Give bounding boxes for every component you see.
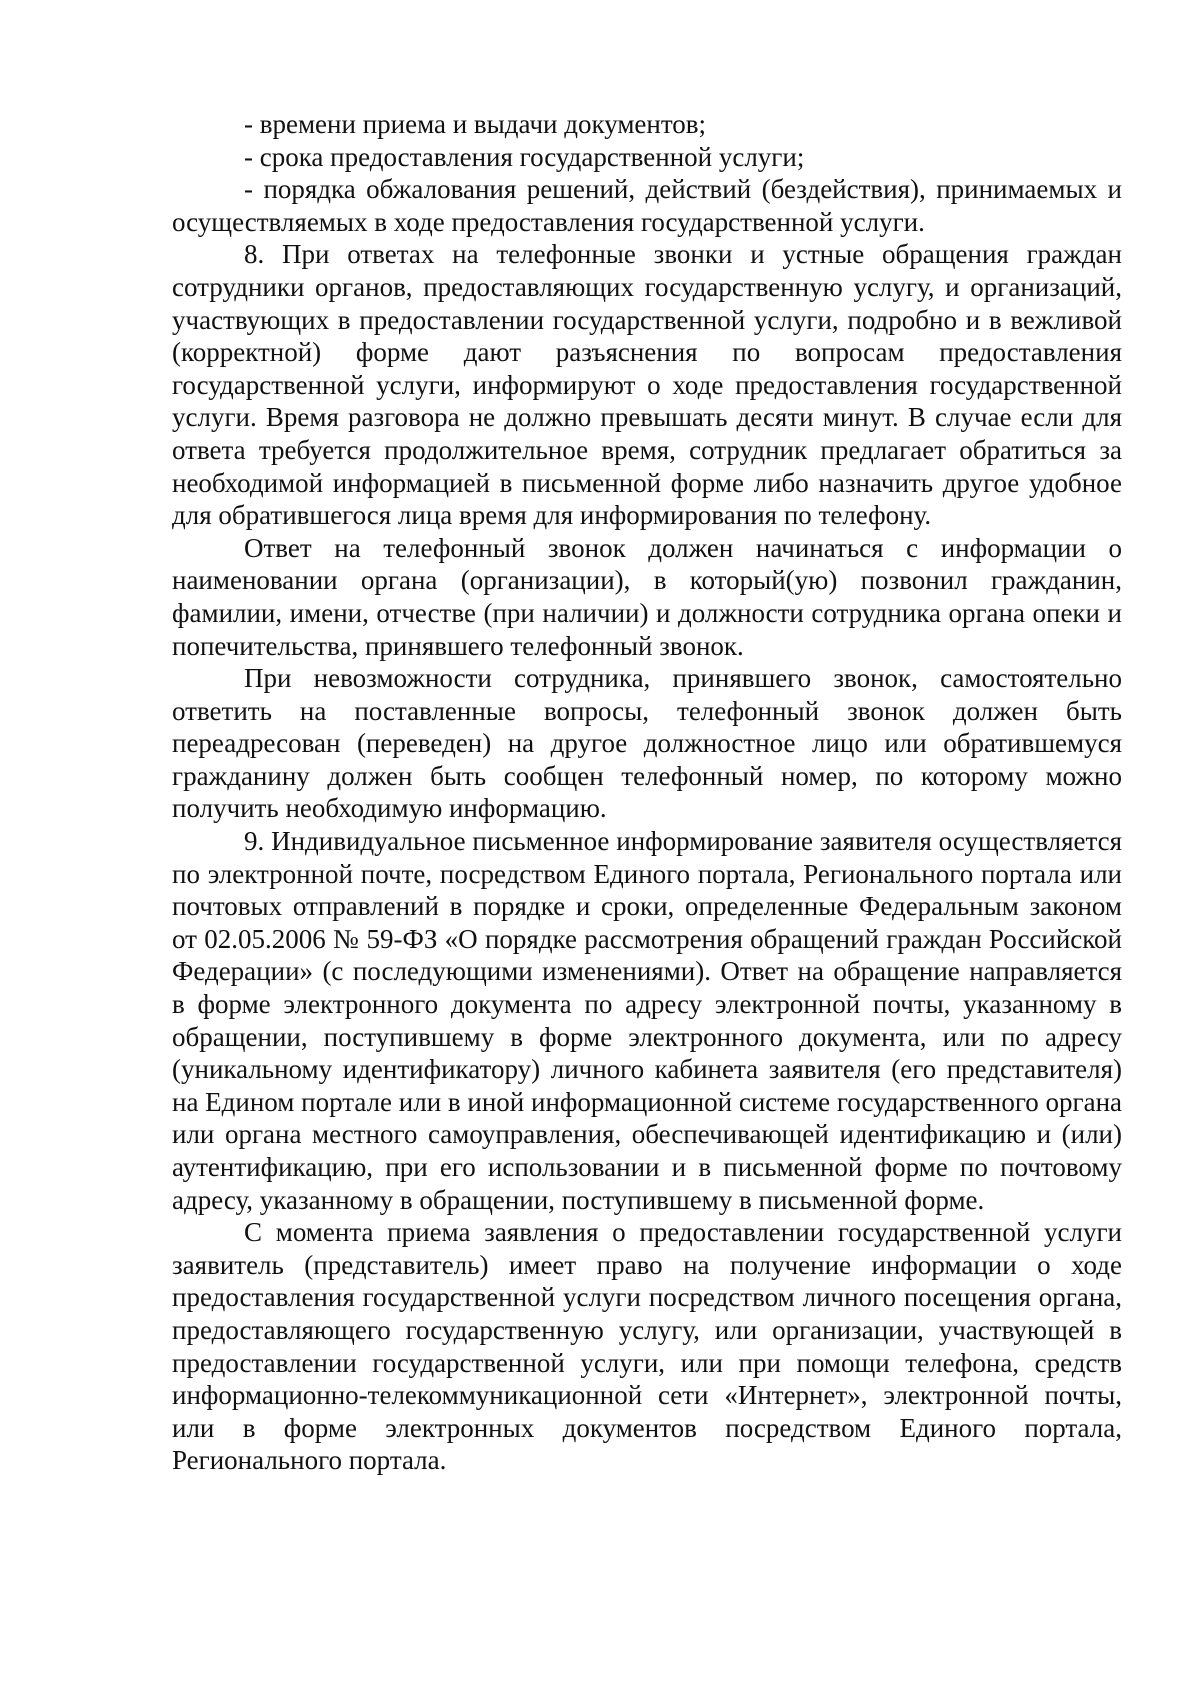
paragraph-item-appeal: - порядка обжалования решений, действий (бездействия), принимаемых и осуществляемых в ходе предоставления государственной услуги.: [172, 174, 1122, 237]
paragraph-item-term: - срока предоставления государственной услуги;: [244, 141, 805, 172]
paragraph-section-9: 9. Индивидуальное письменное информирование заявителя осуществляется по электронной почте, посредством Единого портала, Регионального портала или почтовых отправлений в порядке и сроки, определенные Федеральным законом от 02.05.2006 № 59-ФЗ «О порядке рассмотрения обращений граждан Российской Федерации» (с последующими изменениями). Ответ на обращение направляется в форме электронного документа по адресу электронной почты, указанному в обращении, поступившему в форме электронного документа, или по адресу (уникальному идентификатору) личного кабинета заявителя (его представителя) на Едином портале или в иной информационной системе государственного органа или органа местного самоуправления, обеспечивающей идентификацию и (или) аутентификацию, при его использовании и в письменной форме по почтовому адресу, указанному в обращении, поступившему в письменной форме.: [172, 826, 1123, 1215]
paragraph-section-8: 8. При ответах на телефонные звонки и устные обращения граждан сотрудники органов, предоставляющих государственную услугу, и организаций, участвующих в предоставлении государственной услуги, подробно и в вежливой (корректной) форме дают разъяснения по вопросам предоставления государственной услуги, информируют о ходе предоставления государственной услуги. Время разговора не должно превышать десяти минут. В случае если для ответа требуется продолжительное время, сотрудник предлагает обратиться за необходимой информацией в письменной форме либо назначить другое удобное для обратившегося лица время для информирования по телефону.: [172, 239, 1122, 531]
paragraph-phone-answer: Ответ на телефонный звонок должен начинаться с информации о наименовании органа (организации), в который(ую) позвонил гражданин, фамилии, имени, отчестве (при наличии) и должности сотрудника органа опеки и попечительства, принявшего телефонный звонок.: [172, 532, 1122, 661]
paragraph-call-redirect: При невозможности сотрудника, принявшего звонок, самостоятельно ответить на поставленные вопросы, телефонный звонок должен быть переадресован (переведен) на другое должностное лицо или обратившемуся гражданину должен быть сообщен телефонный номер, по которому можно получить необходимую информацию.: [172, 663, 1122, 824]
paragraph-item-time: - времени приема и выдачи документов;: [244, 109, 707, 139]
paragraph-progress-info: С момента приема заявления о предоставлении государственной услуги заявитель (представитель) имеет право на получение информации о ходе предоставления государственной услуги посредством личного посещения органа, предоставляющего государственную услугу, или организации, участвующей в предоставлении государственной услуги, или при помощи телефона, средств информационно-телекоммуникационной сети «Интернет», электронной почты, или в форме электронных документов посредством Единого портала, Регионального портала.: [172, 1217, 1122, 1476]
document-page: [172, 108, 1122, 1477]
